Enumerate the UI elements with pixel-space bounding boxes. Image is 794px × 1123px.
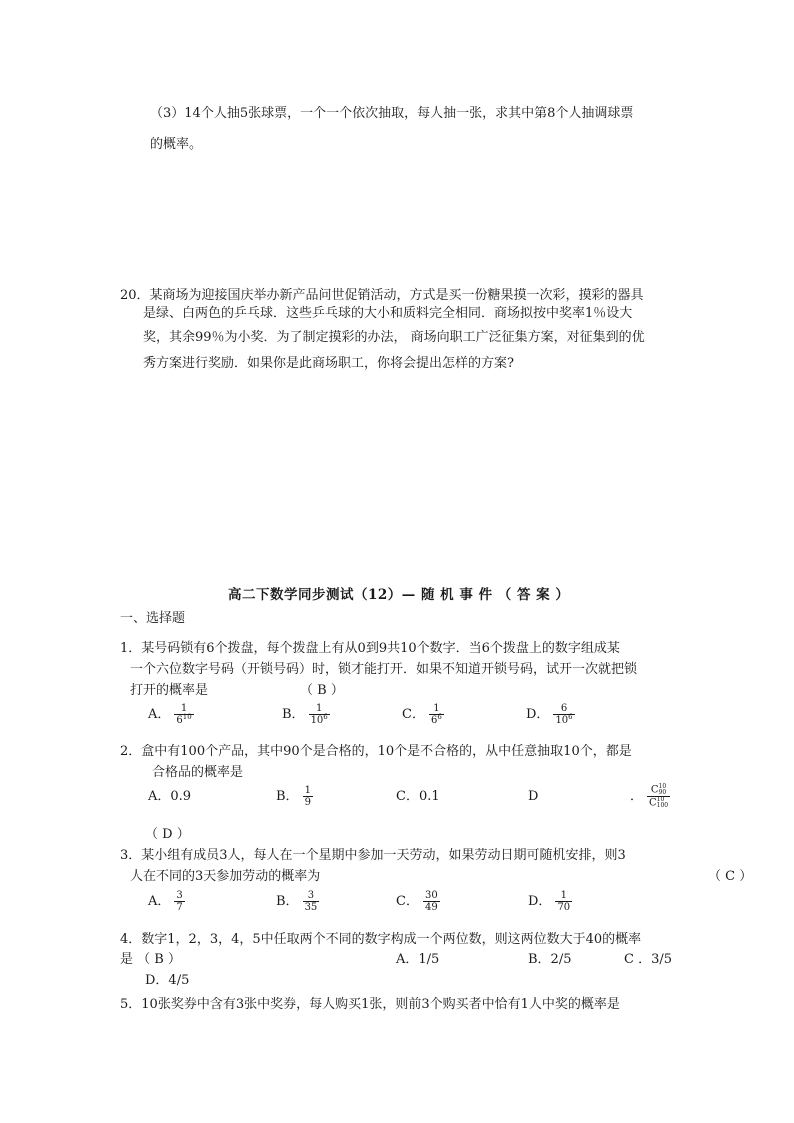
a1-line3: 打开的概率是 (130, 683, 209, 698)
a4-option-c: C ．3/5 (624, 952, 673, 967)
a1-option-d: D． $\frac{6}{10^6}$ (526, 703, 573, 726)
a1-answer: （ B ） (300, 683, 344, 698)
q19-3-line1: （3）14个人抽5张球票，一个一个依次抽取，每人抽一张，求其中第8个人抽调球票 (150, 106, 634, 121)
a1-option-c: C． $\frac{1}{6^6}$ (402, 703, 442, 726)
a3-line2: 人在不同的3天参加劳动的概率为 (130, 869, 321, 884)
a3-option-a: A． $\frac{3}{7}$ (148, 890, 183, 913)
a4-line2: 是 （ B ） (120, 952, 181, 967)
a4-option-d: D．4/5 (145, 973, 190, 988)
a2-option-b: B． $\frac{1}{9}$ (276, 785, 311, 808)
a2-answer: （ D ） (145, 827, 190, 842)
q20-line4: 秀方案进行奖励．如果你是此商场职工，你将会提出怎样的方案? (143, 356, 514, 371)
a1-option-a: A． $\frac{1}{6^{10}}$ (148, 703, 192, 726)
a2-line1: 2．盒中有100个产品，其中90个是合格的，10个是不合格的，从中任意抽取10个，都是 (120, 744, 632, 759)
section-choice-heading: 一、选择题 (120, 611, 186, 626)
a2-option-d: ． C 10 90 C 10 100 (630, 783, 669, 809)
a3-option-c: C． $\frac{30}{49}$ (396, 890, 438, 913)
a4-option-b: B．2/5 (528, 952, 572, 967)
a3-line1: 3．某小组有成员3人，每人在一个星期中参加一天劳动，如果劳动日期可随机安排，则3 (120, 848, 626, 863)
a1-line2: 一个六位数字号码（开锁号码）时，锁才能打开．如果不知道开锁号码，试开一次就把锁 (130, 662, 638, 677)
a3-answer: （ C ） (708, 869, 753, 884)
q20-line1: 20．某商场为迎接国庆举办新产品问世促销活动，方式是买一份糖果摸一次彩，摸彩的器具 (120, 288, 644, 303)
q20-line3: 奖，其余99％为小奖．为了制定摸彩的办法， 商场向职工广泛征集方案，对征集到的优 (143, 330, 645, 345)
a1-option-b: B． $\frac{1}{10^6}$ (282, 703, 328, 726)
q19-3-line2: 的概率。 (150, 137, 203, 152)
answer-title: 高二下数学同步测试（12）— 随 机 事 件 （ 答 案 ） (228, 587, 570, 603)
a5-line1: 5．10张奖券中含有3张中奖券，每人购买1张，则前3个购买者中恰有1人中奖的概率是 (120, 997, 620, 1012)
a2-option-a: A．0.9 (148, 789, 192, 804)
q20-line2: 是绿、白两色的乒乓球．这些乒乓球的大小和质料完全相同．商场拟按中奖率1％设大 (143, 306, 633, 321)
a2-option-c: C．0.1 (396, 789, 440, 804)
a3-option-d: D． $\frac{1}{70}$ (528, 890, 571, 913)
a1-line1: 1．某号码锁有6个拨盘，每个拨盘上有从0到9共10个数字．当6个拨盘上的数字组成某 (120, 641, 620, 656)
a4-line1: 4．数字1，2，3，4，5中任取两个不同的数字构成一个两位数，则这两位数大于40的概率 (120, 932, 642, 947)
a4-option-a: A．1/5 (396, 952, 440, 967)
a2-option-d-label: D (528, 789, 539, 804)
a2-line2: 合格品的概率是 (152, 765, 244, 780)
a3-option-b: B． $\frac{3}{35}$ (276, 890, 318, 913)
